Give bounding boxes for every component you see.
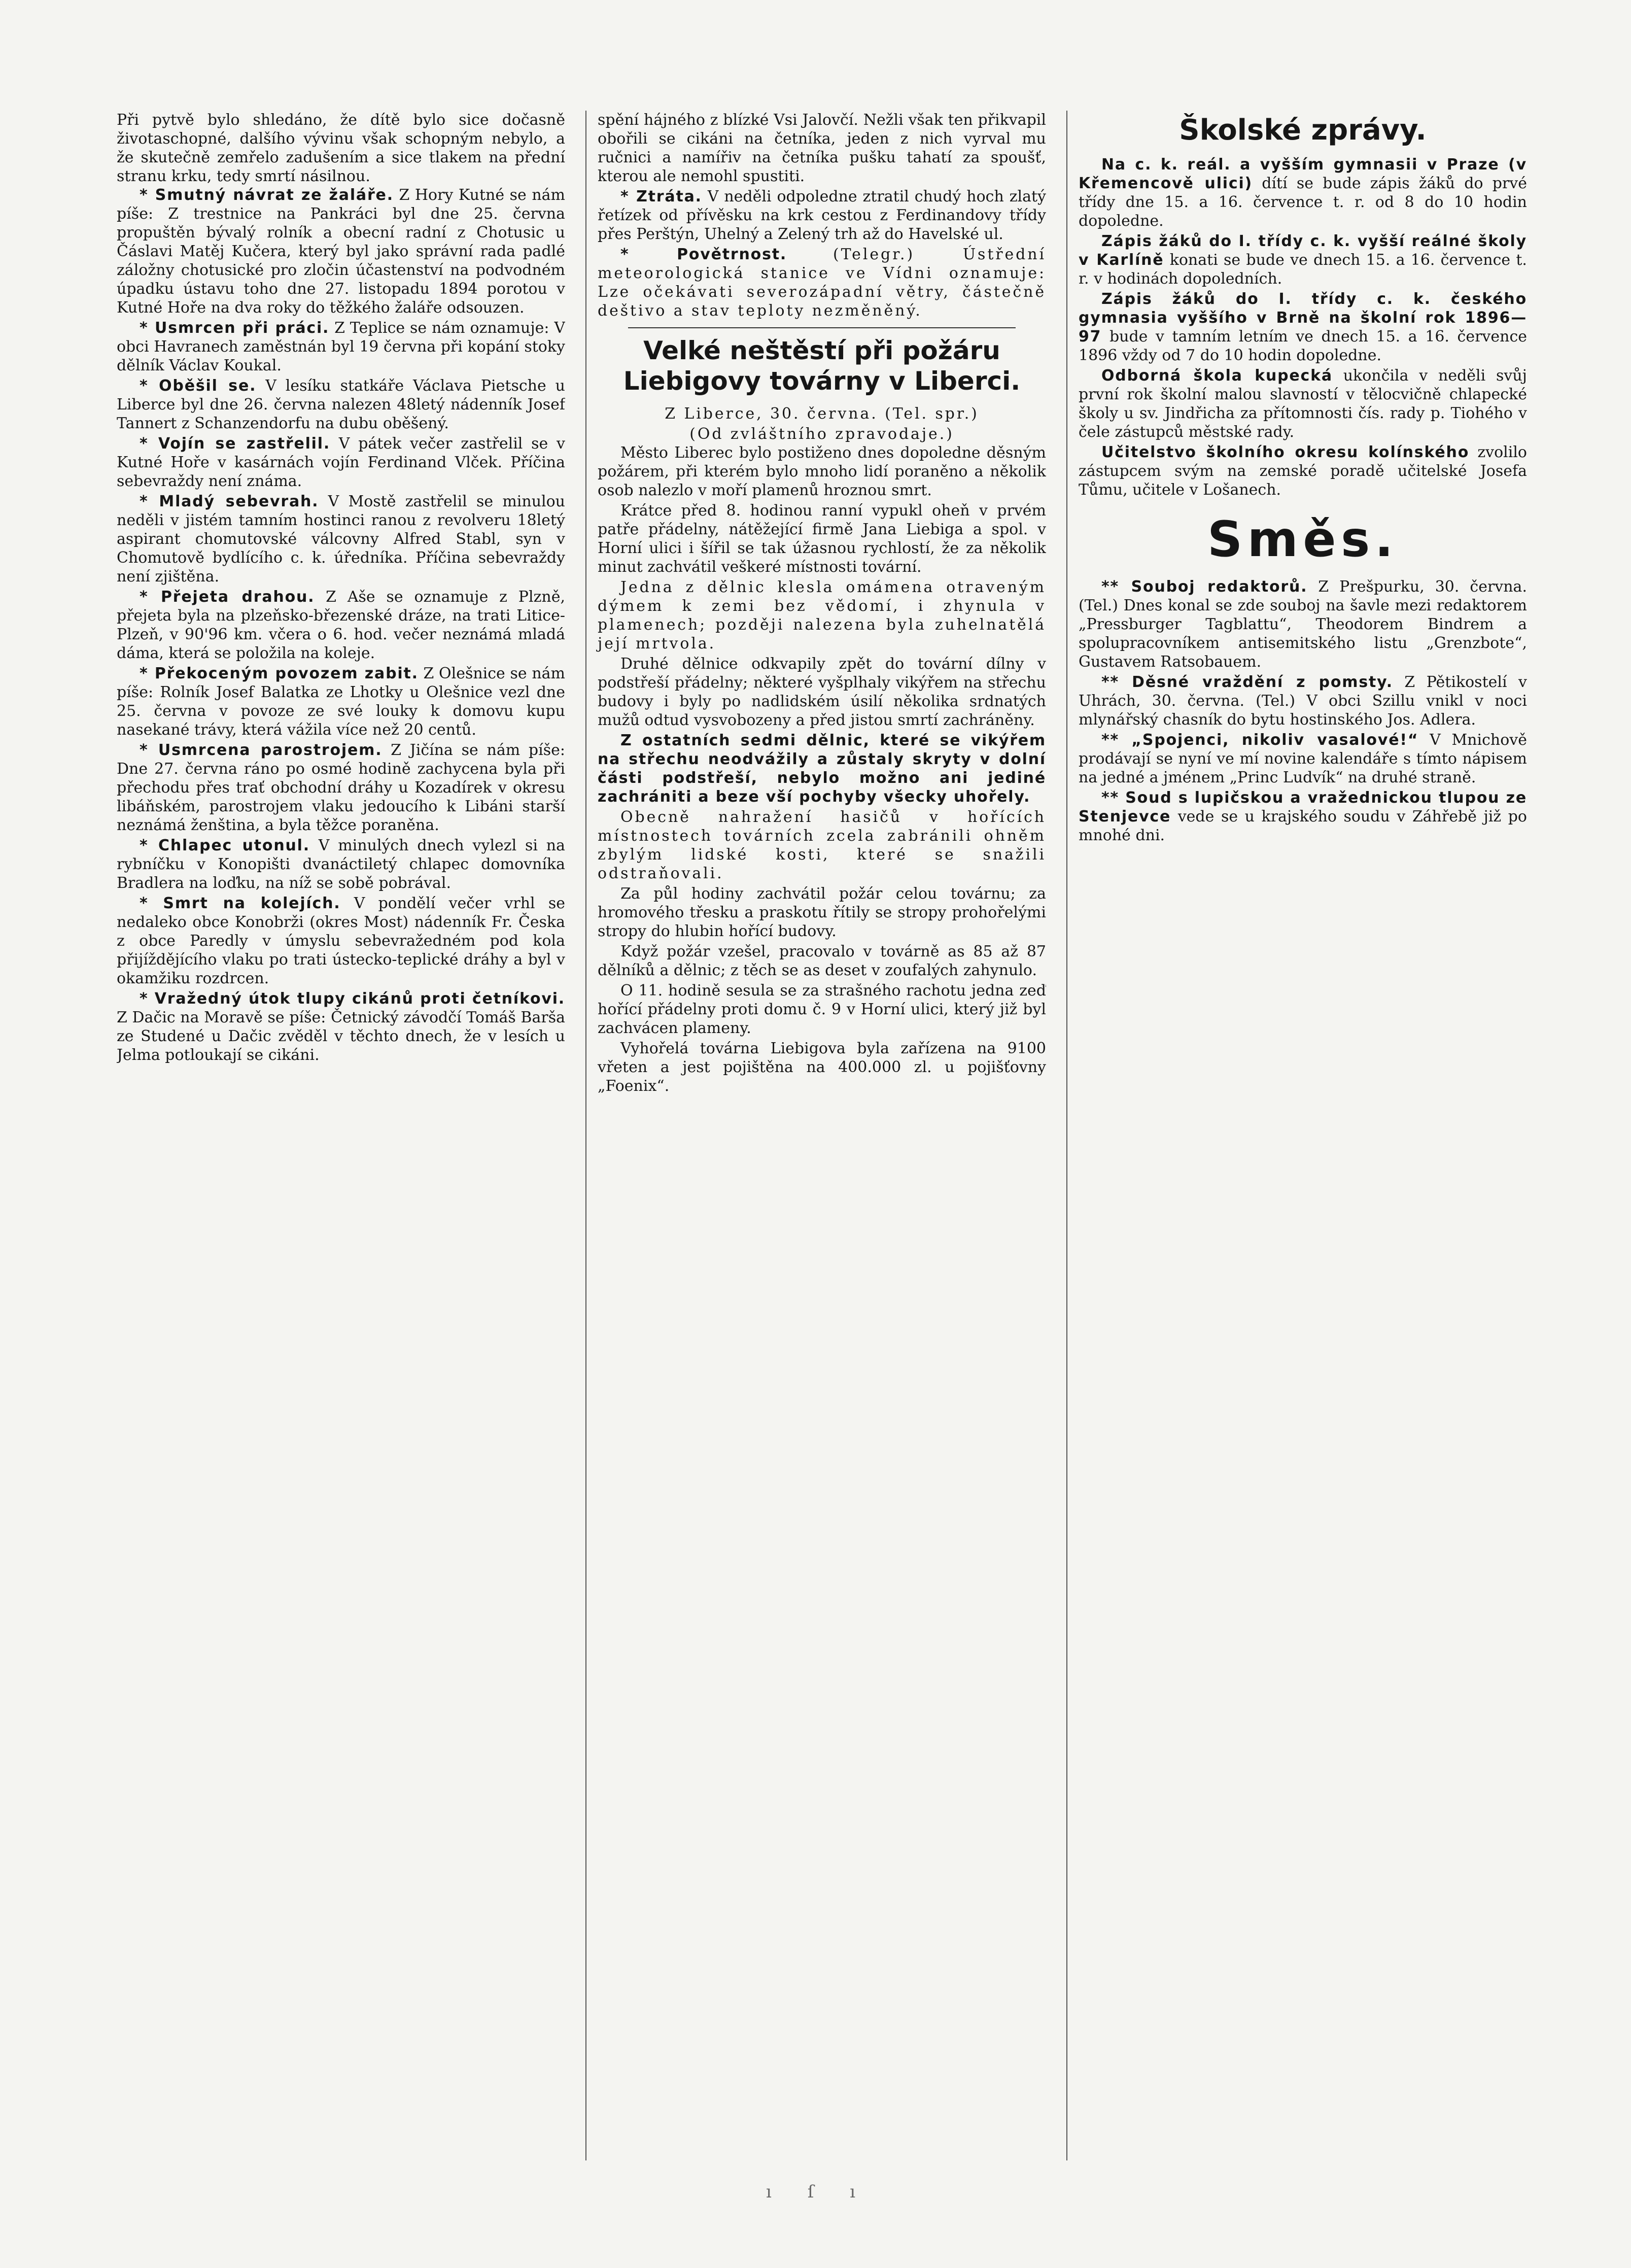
- article-body: [598, 443, 1046, 1095]
- school-news-text: zvolilo zástupcem svým na zemské poradě učitelské Josefa Tůmu, učitele v Lošanech.: [1079, 443, 1527, 499]
- news-item-headline: * Mladý sebevrah.: [140, 493, 319, 510]
- school-news-item: [1079, 443, 1527, 499]
- column-1: [117, 111, 565, 2160]
- news-item: [117, 836, 565, 892]
- news-item-text: V pondělí večer vrhl se nedaleko obce Konobrži (okres Most) nádenník Fr. Česka z obce Paredly v úmyslu sebevražedném pod kola přijíždějícího vlaku po trati ústecko-teplické dráhy a byl v okamžiku rozdrcen.: [117, 895, 565, 987]
- news-item: [598, 245, 1046, 320]
- section-title-school-news: Školské zprávy.: [1179, 114, 1427, 147]
- news-item-text: V neděli odpoledne ztratil chudý hoch zlatý řetízek od přívěsku na krk cestou z Ferdinandovy třídy přes Perštýn, Uhelný a Zelený trh až do Havelské ul.: [598, 188, 1046, 243]
- miscellany-item: [1079, 731, 1527, 787]
- miscellany-text: V Mnichově prodávají se nyní ve mí novine kalendáře s tímto nápisem na jedné a jménem „Princ Ludvík“ na druhé straně.: [1079, 731, 1527, 786]
- school-news-item: [1079, 155, 1527, 230]
- news-item: [117, 186, 565, 317]
- column-3: [1066, 111, 1527, 2160]
- article-paragraph: Druhé dělnice odkvapily zpět do tovární dílny v podstřeší přádelny; některé vyšplhaly vikýřem na střechu budovy i byly po nadlidském úsilí několika srdnatých mužů odtud vysvobozeny a před jistou smrtí zachráněny.: [598, 655, 1046, 729]
- school-news-item: [1079, 366, 1527, 441]
- news-item: [117, 492, 565, 586]
- news-item-text: V Mostě zastřelil se minulou neděli v jistém tamním hostinci ranou z revolveru 18letý aspirant chomutovské válcovny Alfred Stabl, syn v Chomutově bydlícího c. k. úředníka. Příčina sebevraždy není zjištěna.: [117, 493, 565, 586]
- news-item-text: (Telegr.) Ústřední meteorologická stanice ve Vídni oznamuje: Lze očekávati severozápadní větry, částečně deštivo a stav teploty nezměněný.: [598, 246, 1046, 320]
- news-item-text: V lesíku statkáře Václava Pietsche u Liberce byl dne 26. června nalezen 48letý nádenník Josef Tannert z Schanzendorfu na dubu oběšený.: [117, 377, 565, 432]
- news-item-headline: * Překoceným povozem zabit.: [140, 665, 419, 682]
- news-item-text: Z Aše se oznamuje z Plzně, přejeta byla na plzeňsko-březenské dráze, na trati Litice-Plzeň, v 90'96 km. včera o 6. hod. večer neznámá mladá dáma, která se položila na koleje.: [117, 588, 565, 662]
- school-news-headline: Učitelstvo školního okresu kolínského: [1101, 443, 1470, 461]
- article-paragraph: Město Liberec bylo postiženo dnes dopoledne děsným požárem, při kterém bylo mnoho lidí poraněno a několik osob nalezlo v moří plamenů hroznou smrt.: [598, 444, 1046, 499]
- column-2: [585, 111, 1046, 2160]
- page-bottom-marks: [751, 2182, 871, 2202]
- column-1-items: [117, 186, 565, 1064]
- article-paragraph: Obecně nahražení hasičů v hořících místnostech továrních zcela zabránili ohněm zbylým lidské kosti, které se snažili odstraňovali.: [598, 808, 1046, 882]
- news-item-headline: * Ztráta.: [620, 188, 702, 205]
- news-item-headline: * Chlapec utonul.: [140, 837, 310, 854]
- school-news-headline: Na c. k. reál. a vyšším gymnasii v Praze (v Křemencově ulici): [1079, 156, 1527, 192]
- school-news-headline: Zápis žáků do I. třídy c. k. vyšší reálné školy v Karlíně: [1079, 232, 1527, 269]
- news-item: [117, 319, 565, 375]
- news-item-headline: * Vojín se zastřelil.: [140, 435, 331, 453]
- miscellany-text: Z Prešpurku, 30. června. (Tel.) Dnes konal se zde souboj na šavle mezi redaktorem „Pressburger Tagblattu“, Theodorem Bindrem a spolupracovníkem antisemitského listu „Grenzbote“, Gustavem Ratsobauem.: [1079, 578, 1527, 671]
- news-item: [117, 989, 565, 1064]
- miscellany-item: [1079, 788, 1527, 845]
- news-item-text: V pátek večer zastřelil se v Kutné Hoře v kasárnách vojín Ferdinand Vlček. Příčina sebevraždy není známa.: [117, 435, 565, 490]
- school-news-list: [1079, 155, 1527, 499]
- miscellany-headline: ** Souboj redaktorů.: [1101, 578, 1308, 596]
- article-title: Velké neštěstí při požáru Liebigovy továrny v Liberci.: [623, 336, 1021, 396]
- news-item: [598, 187, 1046, 244]
- news-item-text: Z Jičína se nám píše: Dne 27. června ráno po osmé hodině zachycena byla při přechodu přes trať obchodní dráhy u Kozadírek v okresu libáňském, parostrojem vlaku jedoucího k Libáni starší neznámá ženština, a byla těžce poraněna.: [117, 741, 565, 834]
- school-news-text: dítí se bude zápis žáků do prvé třídy dne 15. a 16. července t. r. od 8 do 10 hodin dopoledne.: [1079, 175, 1527, 230]
- miscellany-headline: ** Děsné vraždění z pomsty.: [1101, 673, 1393, 691]
- column-1-intro: Při pytvě bylo shledáno, že dítě bylo sice dočasně životaschopné, dalšího vývinu však schopným nebylo, a že skutečně zemřelo zadušením a sice tlakem na přední stranu krku, tedy smrtí násilnou.: [117, 111, 565, 185]
- school-news-headline: Odborná škola kupecká: [1101, 367, 1333, 385]
- print-mark: ſ: [807, 2182, 814, 2202]
- article-paragraph: Za půl hodiny zachvátil požár celou továrnu; za hromového třesku a praskotu řítily se stropy prohořelými stropy do hlubin hořící budovy.: [598, 885, 1046, 940]
- news-item: [117, 894, 565, 988]
- news-item: [117, 664, 565, 739]
- article-dateline: Z Liberce, 30. června. (Tel. spr.): [665, 405, 979, 423]
- news-item: [117, 588, 565, 663]
- print-mark: ı: [766, 2182, 772, 2202]
- news-item-headline: * Přejeta drahou.: [140, 588, 315, 606]
- section-divider: [628, 327, 1016, 328]
- article-paragraph: Krátce před 8. hodinou ranní vypukl oheň v prvém patře přádelny, nátěžející firmě Jana Liebiga a spol. v Horní ulici i šířil se tak úžasnou rychlostí, že za několik minut zachvátil veškeré místnosti tovární.: [598, 502, 1046, 576]
- miscellany-item: [1079, 577, 1527, 671]
- article-paragraph: Vyhořelá továrna Liebigova byla zařízena na 9100 vřeten a jest pojištěna na 400.000 zl. u pojišťovny „Foenix“.: [598, 1040, 1046, 1095]
- miscellany-item: [1079, 673, 1527, 729]
- news-item-headline: * Oběšil se.: [140, 377, 257, 395]
- news-item-text: V minulých dnech vylezl si na rybníčku v Konopišti dvanáctiletý chlapec domovníka Bradlera na loďku, na níž se sobě pobrával.: [117, 837, 565, 892]
- miscellany-headline: ** „Spojenci, nikoliv vasalové!“: [1101, 731, 1419, 749]
- article-paragraph: O 11. hodině sesula se za strašného rachotu jedna zeď hořící přádelny proti domu č. 9 v Horní ulici, který již byl zachvácen plameny.: [598, 982, 1046, 1037]
- article-paragraph: Když požár vzešel, pracovalo v továrně as 85 až 87 dělníků a dělnic; z těch se as deset v zoufalých zahynulo.: [598, 943, 1046, 979]
- news-item-headline: * Usmrcen při práci.: [140, 319, 330, 337]
- news-item: [117, 434, 565, 491]
- news-item-headline: * Smrt na kolejích.: [140, 895, 341, 912]
- news-item-text: Z Dačic na Moravě se píše: Četnický závodčí Tomáš Barša ze Studené u Dačic zvěděl v těchto dnech, že v lesích u Jelma potloukají se cikáni.: [117, 1009, 565, 1064]
- news-item-headline: * Usmrcena parostrojem.: [140, 741, 383, 759]
- news-item-text: Z Olešnice se nám píše: Rolník Josef Balatka ze Lhotky u Olešnice vezl dne 25. června v povoze ze své louky k domovu kupu nasekané trávy, která vážila více než 20 centů.: [117, 665, 565, 739]
- miscellany-text: Z Pětikostelí v Uhrách, 30. června. (Tel.) V obci Szillu vnikl v noci mlynářský chasník do bytu hostinského Jos. Adlera.: [1079, 673, 1527, 729]
- miscellany-text: vede se u krajského soudu v Záhřebě již po mnohé dni.: [1079, 808, 1527, 844]
- miscellany-headline: ** Soud s lupičskou a vražednickou tlupou ze Stenjevce: [1079, 789, 1527, 826]
- school-news-headline: Zápis žáků do I. třídy c. k. českého gymnasia vyššího v Brně na školní rok 1896—97: [1079, 290, 1527, 346]
- news-item-headline: * Smutný návrat ze žaláře.: [140, 186, 394, 204]
- school-news-item: [1079, 232, 1527, 288]
- newspaper-page: [117, 111, 1527, 2160]
- news-item-text: Z Hory Kutné se nám píše: Z trestnice na Pankráci byl dne 25. června propuštěn bývalý rolník a obecní radní z Chotusic u Čáslavi Matěj Kučera, který byl jako správní rada padlé záložny chotusické pro zločin účastenství na podvodném úpadku ústavu toho dne 27. listopadu 1894 porotou v Kutné Hoře na dva roky do těžkého žaláře odsouzen.: [117, 186, 565, 317]
- news-item: [117, 741, 565, 835]
- news-item-headline: * Povětrnost.: [620, 246, 787, 263]
- article-paragraph: Z ostatních sedmi dělnic, které se vikýřem na střechu neodvážily a zůstaly skryty v dolní části podstřeší, nebylo možno ani jediné zachrániti a beze vší pochyby všecky uhořely.: [598, 732, 1046, 806]
- print-mark: ı: [850, 2182, 855, 2202]
- news-item-text: Z Teplice se nám oznamuje: V obci Havranech zaměstnán byl 19 června při kopání stoky dělník Václav Koukal.: [117, 319, 565, 374]
- news-item: [117, 376, 565, 433]
- school-news-item: [1079, 290, 1527, 365]
- column-2-continuation: spění hájného z blízké Vsi Jalovčí. Nežli však ten přikvapil obořili se cikáni na četníka, jeden z nich vyrval mu ručnici a namířiv na četníka pušku tahatí za spoušť, kterou ale nemohl spustiti.: [598, 111, 1046, 185]
- school-news-text: konati se bude ve dnech 15. a 16. července t. r. v hodinách dopoledních.: [1079, 251, 1527, 288]
- section-title-miscellany: Směs.: [1207, 511, 1398, 568]
- article-paragraph: Jedna z dělnic klesla omámena otraveným dýmem k zemi bez vědomí, i zhynula v plamenech; později nalezena byla zuhelnatělá její mrtvola.: [598, 578, 1046, 652]
- school-news-text: ukončila v neděli svůj první rok školní malou slavností v tělocvičně chlapecké školy u sv. Jindřicha za přítomnosti čís. rady p. Tiohého v čele zástupců městské rady.: [1079, 367, 1527, 441]
- school-news-text: bude v tamním letním ve dnech 15. a 16. července 1896 vždy od 7 do 10 hodin dopoledne.: [1079, 328, 1527, 364]
- article-subdateline: (Od zvláštního zpravodaje.): [689, 425, 954, 443]
- news-item-headline: * Vražedný útok tlupy cikánů proti četníkovi.: [140, 990, 565, 1008]
- miscellany-list: [1079, 577, 1527, 845]
